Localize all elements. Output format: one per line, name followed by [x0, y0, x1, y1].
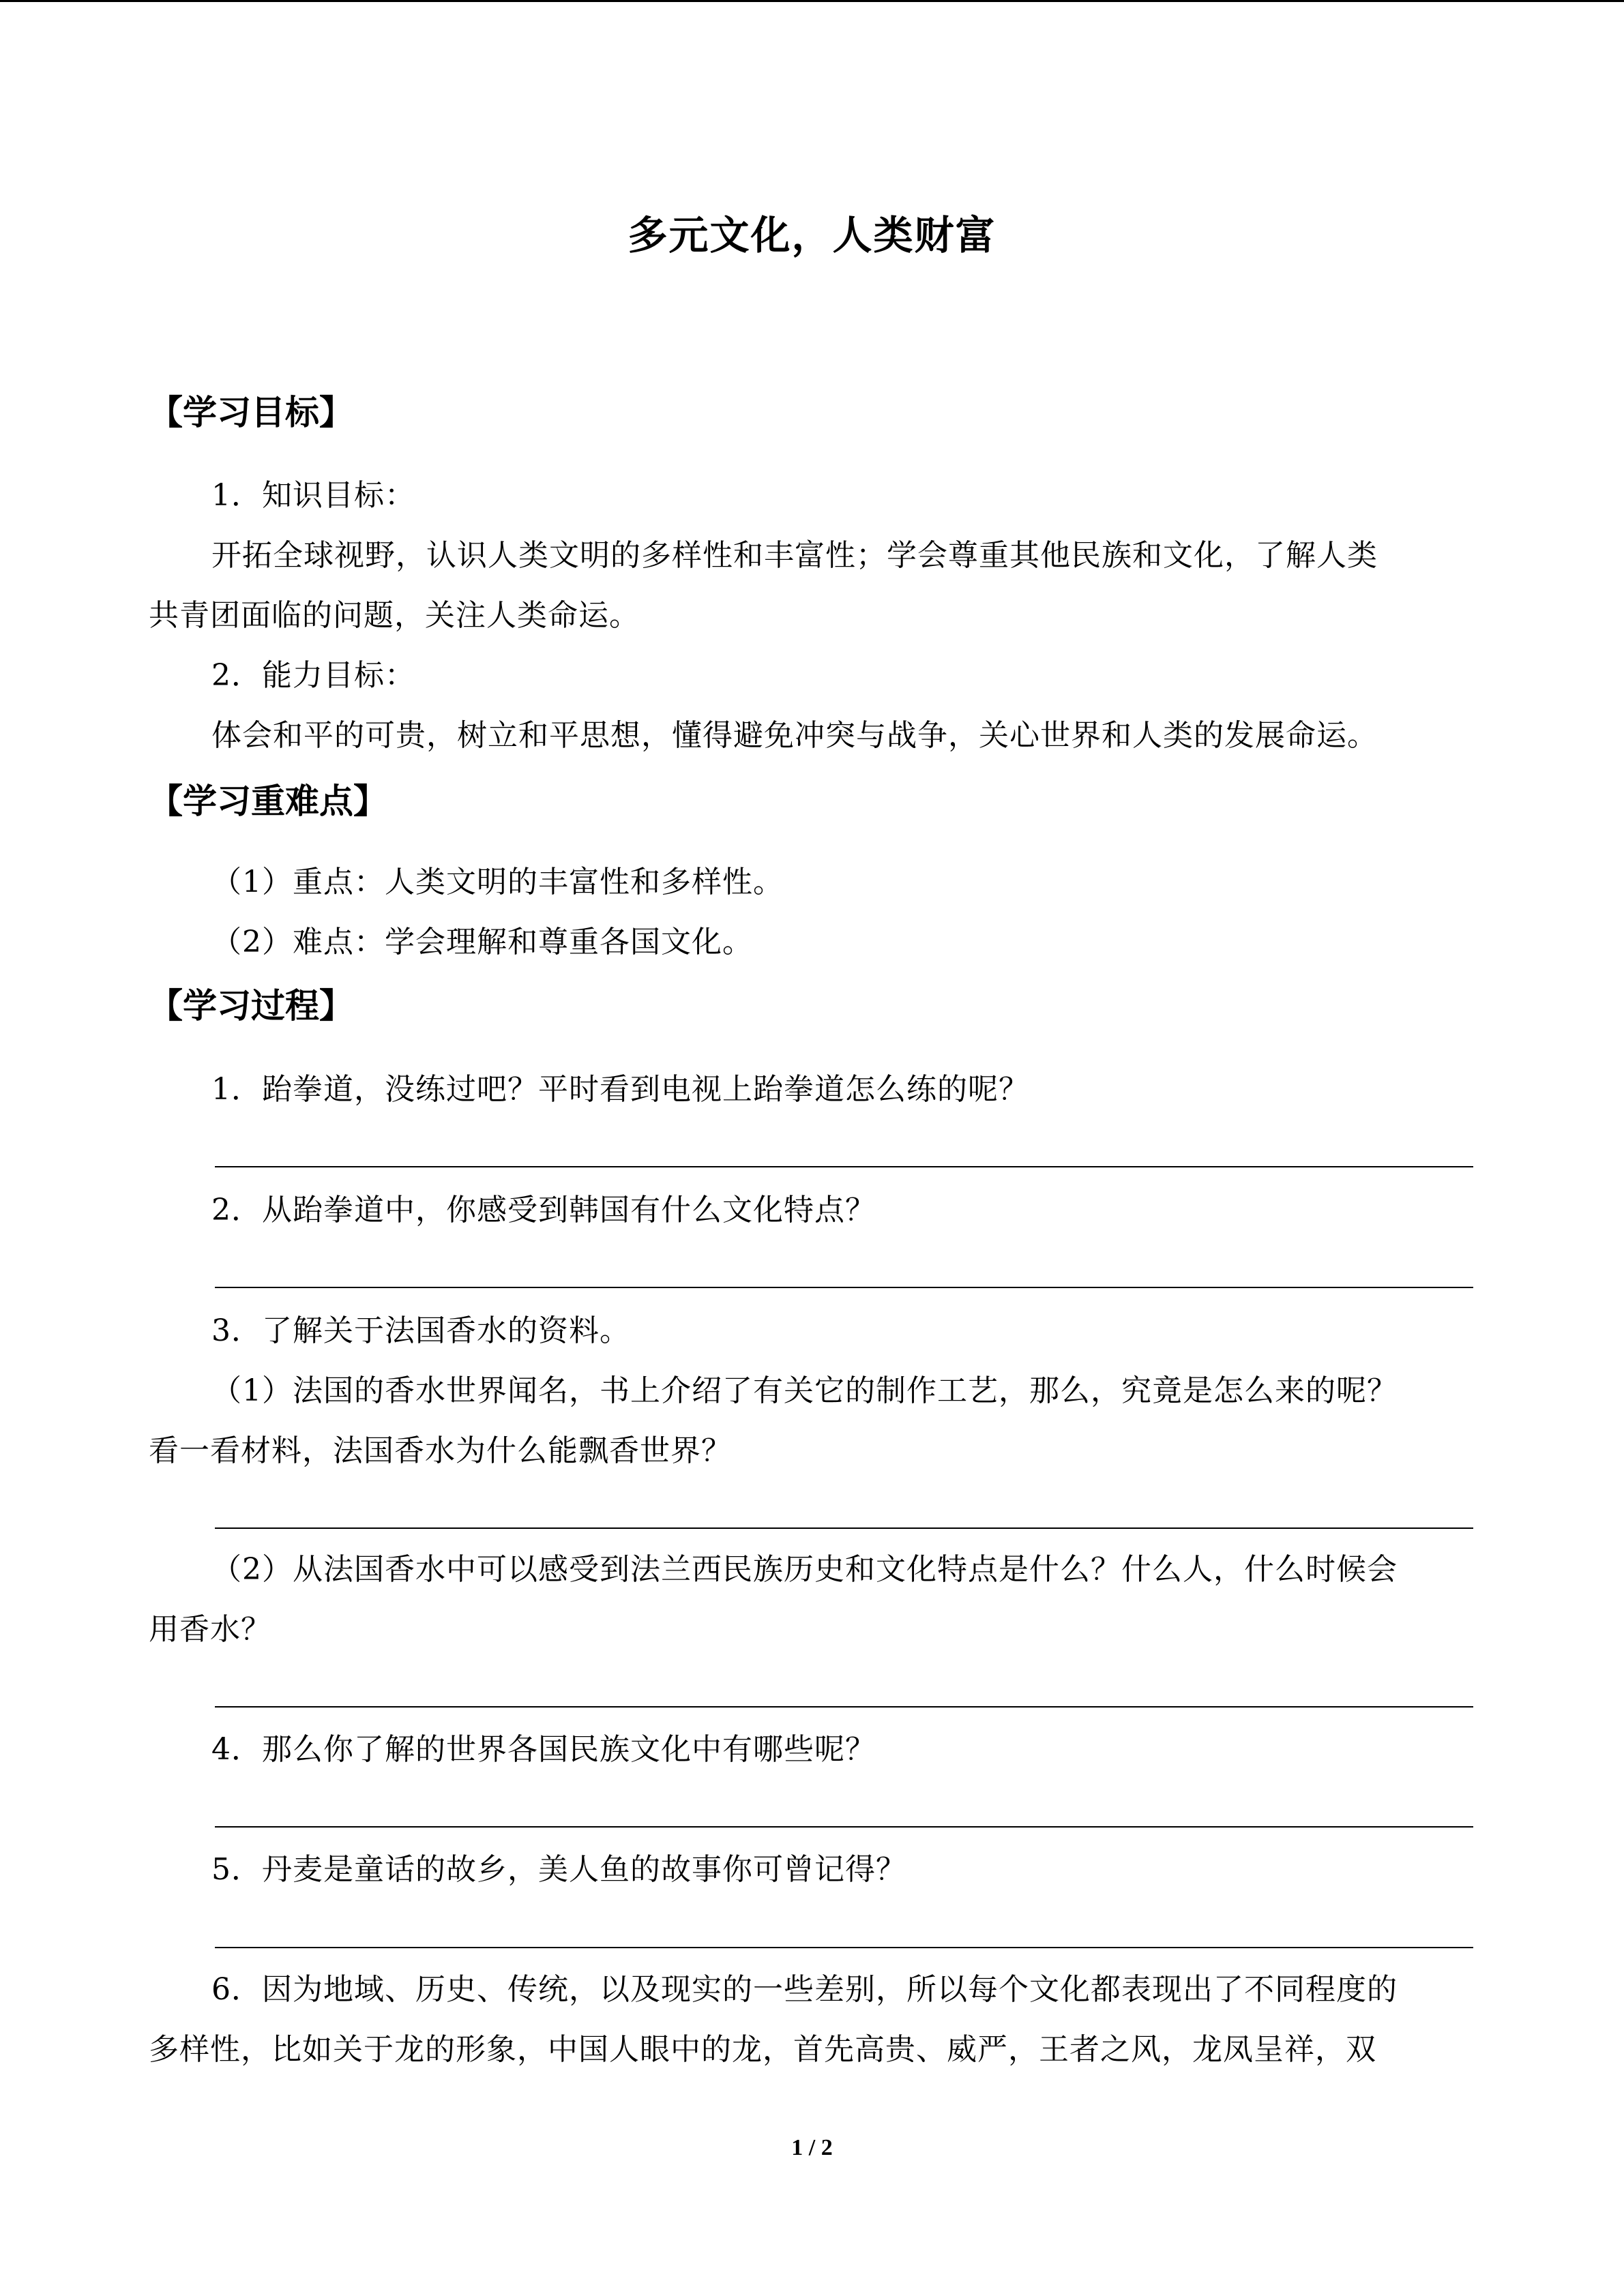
question-3-2-line1: （2）从法国香水中可以感受到法兰西民族历史和文化特点是什么？什么人，什么时候会 [211, 1552, 1398, 1587]
question-2: 2．从跆拳道中，你感受到韩国有什么文化特点？ [211, 1193, 876, 1227]
answer-line-3-2[interactable] [215, 1706, 1473, 1708]
question-3-1-line1: （1）法国的香水世界闻名，书上介绍了有关它的制作工艺，那么，究竟是怎么来的呢？ [211, 1373, 1398, 1408]
key-point-2: （2）难点：学会理解和尊重各国文化。 [211, 925, 753, 959]
question-6-line2: 多样性，比如关于龙的形象，中国人眼中的龙，首先高贵、威严，王者之风，龙凤呈祥，双 [149, 2032, 1376, 2067]
question-5: 5．丹麦是童话的故乡，美人鱼的故事你可曾记得？ [211, 1852, 906, 1887]
answer-line-2[interactable] [215, 1287, 1473, 1288]
answer-line-3-1[interactable] [215, 1527, 1473, 1529]
page-number: 1 / 2 [791, 2135, 833, 2160]
question-3: 3．了解关于法国香水的资料。 [211, 1313, 630, 1348]
ability-goal-label: 2．能力目标： [211, 658, 415, 693]
key-points-heading: 【学习重难点】 [149, 781, 387, 821]
question-3-1-line2: 看一看材料，法国香水为什么能飘香世界？ [149, 1433, 732, 1468]
question-6-line1: 6．因为地域、历史、传统，以及现实的一些差别，所以每个文化都表现出了不同程度的 [211, 1972, 1398, 2007]
ability-goal-text: 体会和平的可贵，树立和平思想，懂得避免冲突与战争，关心世界和人类的发展命运。 [211, 718, 1378, 753]
answer-line-1[interactable] [215, 1166, 1473, 1167]
question-3-2-line2: 用香水？ [149, 1612, 271, 1647]
objectives-heading: 【学习目标】 [149, 393, 353, 432]
top-border-line [0, 0, 1624, 2]
question-1: 1．跆拳道，没练过吧？平时看到电视上跆拳道怎么练的呢？ [211, 1072, 1029, 1107]
knowledge-goal-text-line1: 开拓全球视野，认识人类文明的多样性和丰富性；学会尊重其他民族和文化，了解人类 [211, 538, 1378, 573]
knowledge-goal-label: 1．知识目标： [211, 478, 415, 513]
knowledge-goal-text-line2: 共青团面临的问题，关注人类命运。 [149, 598, 640, 633]
answer-line-5[interactable] [215, 1947, 1473, 1948]
page-title: 多元文化，人类财富 [628, 212, 996, 258]
question-4: 4．那么你了解的世界各国民族文化中有哪些呢？ [211, 1732, 876, 1767]
process-heading: 【学习过程】 [149, 986, 353, 1026]
answer-line-4[interactable] [215, 1826, 1473, 1828]
key-point-1: （1）重点：人类文明的丰富性和多样性。 [211, 865, 784, 899]
